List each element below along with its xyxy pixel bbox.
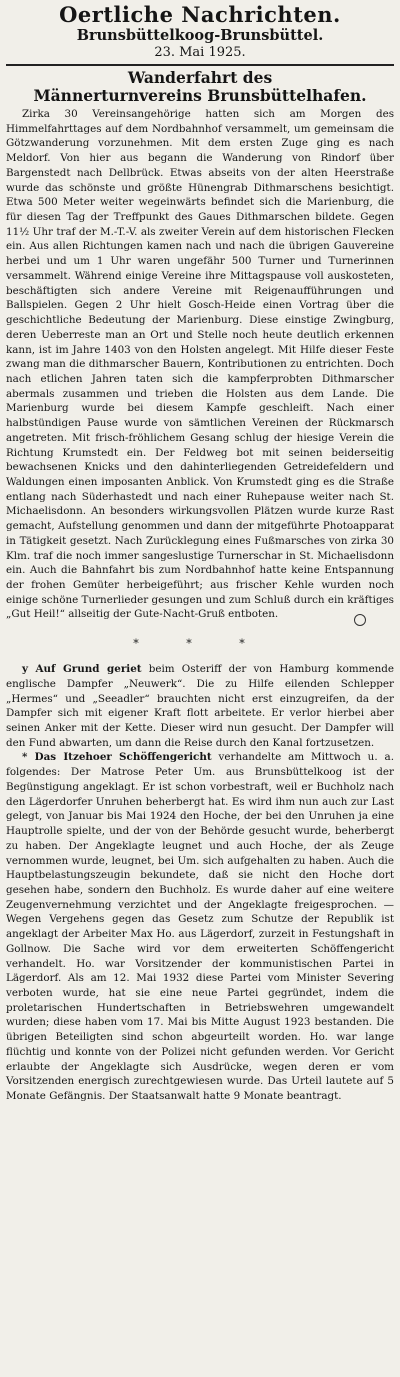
masthead xyxy=(6,2,394,61)
section-title: Oertliche Nachrichten. xyxy=(59,2,341,27)
masthead-divider xyxy=(6,64,394,66)
circle-mark-icon xyxy=(354,614,366,626)
headline-line-2: Männerturnvereins Brunsbüttelhafen. xyxy=(33,86,367,105)
locality-subtitle: Brunsbüttelkoog-Brunsbüttel. xyxy=(76,27,324,44)
article-schoeffengericht xyxy=(6,750,394,1103)
article-lead: y Auf Grund geriet xyxy=(22,663,142,676)
section-separator xyxy=(6,634,394,654)
separator-stars: * * * xyxy=(133,637,267,651)
article-body xyxy=(6,662,394,750)
article-body: Zirka 30 Vereinsangehörige hatten sich am Morgen des Himmelfahrttages auf dem Nordbahnhof versammelt, um gemeinsam die Götzwanderung vorzunehmen. Mit dem ersten Zuge ging es nach Meldorf. Von hier aus begann die Wanderung von Rindorf über Bargenstedt nach Dellbrück. Etwas abseits von der alten Heerstraße wurde das schönste und größte Hünengrab Dithmarschens besichtigt. Etwa 500 Meter weiter wegeinwärts befindet sich die Marienburg, die für diesen Tag der Treffpunkt des Gaues Dithmarschen bildete. Gegen 11½ Uhr traf der M.-T.-V. als zweiter Verein auf dem historischen Flecken ein. Aus allen Richtungen kamen nach und nach die übrigen Gauvereine herbei und um 1 Uhr waren ungefähr 500 Turner und Turnerinnen versammelt. Während einige Vereine ihre Mittagspause voll auskosteten, beschäftigten sich andere Vereine mit Reigenaufführungen und Ballspielen. Gegen 2 Uhr hielt Gosch-Heide einen Vortrag über die geschichtliche Bedeutung der Marienburg. Diese einstige Zwingburg, deren Ueberreste man an Ort und Stelle noch heute deutlich erkennen kann, ist im Jahre 1403 von den Holsten angelegt. Mit Hilfe dieser Feste zwang man die dithmarscher Bauern, Kontributionen zu entrichten. Doch nach etlichen Jahren taten sich die kampferprobten Dithmarscher abermals zusammen und trieben die Holsten aus dem Lande. Die Marienburg wurde bei diesem Kampfe geschleift. Nach einer halbstündigen Pause wurde von sämtlichen Vereinen der Rückmarsch angetreten. Mit frisch-fröhlichem Gesang schlug der hiesige Verein die Richtung Krumstedt ein. Der Feldweg bot mit seinen beiderseitig bewachsenen Knicks und den dahinterliegenden Getreidefeldern und Waldungen einen imposanten Anblick. Von Krumstedt ging es die Straße entlang nach Süderhastedt und nach einer Ruhepause weiter nach St. Michaelisdonn. An besonders wirkungsvollen Plätzen wurde kurze Rast gemacht, Aufstellung genommen und dann der mitgeführte Photoapparat in Tätigkeit gesetzt. Nach Zurücklegung eines Fußmarsches von zirka 30 Klm. traf die noch immer sangeslustige Turnerschar in St. Michaelisdonn ein. Auch die Bahnfahrt bis zum Nordbahnhof hatte keine Entspannung der frohen Gemüter herbeigeführt; aus frischer Kehle wurden noch einige schöne Turnerlieder gesungen und zum Schluß durch ein kräftiges „Gut Heil!“ allseitig der Gute-Nacht-Gruß entboten. xyxy=(6,108,394,621)
article-wanderfahrt xyxy=(6,69,394,622)
article-body xyxy=(6,750,394,1103)
article-lead: * Das Itzehoer Schöffengericht xyxy=(22,751,212,764)
article-auf-grund xyxy=(6,662,394,750)
article-text: beim Osteriff der von Hamburg kommende englische Dampfer „Neuwerk“. Die zu Hilfe eilenden Schlepper „Hermes“ und „Seeadler“ brauchten nicht erst einzugreifen, da der Dampfer sich mit eigener Kraft flott arbeitete. Er verlor hierbei aber seinen Anker mit der Kette. Dieser wird nun gesucht. Der Dampfer will den Fund abwarten, um dann die Reise durch den Kanal fortzusetzen. xyxy=(6,663,394,749)
headline-line-1: Wanderfahrt des xyxy=(127,68,273,87)
article-text: verhandelte am Mittwoch u. a. folgendes: Der Matrose Peter Um. aus Brunsbüttelkoog ist der Begünstigung angeklagt. Er ist schon vorbestraft, weil er Buchholz nach den Lägerdorfer Unruhen beherbergt hat. Es wird ihm nun auch zur Last gelegt, von Januar bis Mai 1924 den Hoche, der bei den Unruhen ja eine Hauptrolle spielte, und der von der Behörde gesucht wurde, beherbergt zu haben. Der Angeklagte leugnet und auch Hoche, der als Zeuge vernommen wurde, leugnet, bei Um. sich aufgehalten zu haben. Auch die Hauptbelastungszeugin bekundete, daß sie nicht den Hoche dort gesehen habe, sondern den Buchholz. Es wurde daher auf eine weitere Zeugenvernehmung verzichtet und der Angeklagte freigesprochen. — Wegen Vergehens gegen das Gesetz zum Schutze der Republik ist angeklagt der Arbeiter Max Ho. aus Lägerdorf, zurzeit in Festungshaft in Gollnow. Die Sache wird vor dem erweiterten Schöffengericht verhandelt. Ho. war Vorsitzender der kommunistischen Partei in Lägerdorf. Als am 12. Mai 1932 diese Partei vom Minister Severing verboten wurde, hat sie eine neue Partei gegründet, indem die proletarischen Hundertschaften in Betriebswehren umgewandelt wurden; diese haben vom 17. Mai bis Mitte August 1923 bestanden. Die übrigen Beteiligten sind schon abgeurteilt worden. Ho. war lange flüchtig und konnte von der Polizei nicht gefunden werden. Vor Gericht erlaubte der Angeklagte sich Ausdrücke, wegen deren er vom Vorsitzenden energisch zurechtgewiesen wurde. Das Urteil lautete auf 5 Monate Gefängnis. Der Staatsanwalt hatte 9 Monate beantragt. xyxy=(6,751,394,1102)
issue-date: 23. Mai 1925. xyxy=(154,45,246,60)
article-headline xyxy=(6,69,394,105)
